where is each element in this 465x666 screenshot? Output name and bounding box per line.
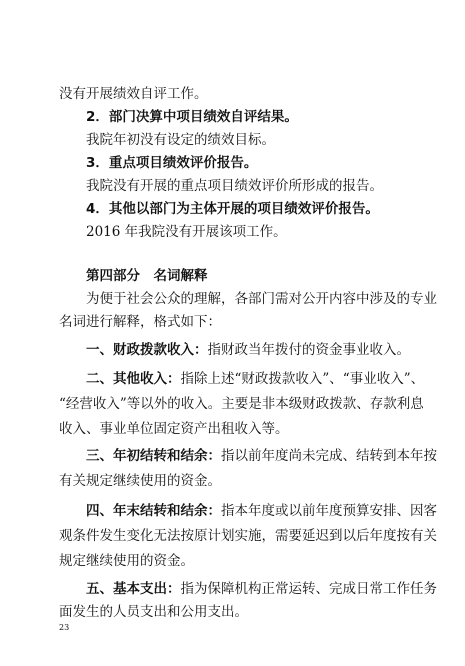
term-5	[86, 580, 437, 598]
page-number: 23	[59, 623, 70, 632]
term-label: 四、年末结转和结余：	[86, 503, 221, 519]
term-1	[86, 341, 410, 359]
subheading-4: 4．其他以部门为主体开展的项目绩效评价报告。	[86, 201, 379, 217]
subheading-2: 2．部门决算中项目绩效自评结果。	[86, 109, 298, 125]
term-label: 三、年初结转和结余：	[86, 448, 221, 464]
term-definition: 指为保障机构正常运转、完成日常工作任务	[180, 581, 437, 597]
text-line: 名词进行解释，格式如下：	[59, 314, 221, 330]
term-3	[86, 447, 437, 465]
term-definition: 指除上述“财政拨款收入”、“事业收入”、	[180, 371, 425, 387]
text-line: 有关规定继续使用的资金。	[59, 473, 221, 489]
text-line: 观条件发生变化无法按原计划实施，需要延迟到以后年度按有关	[59, 528, 437, 544]
term-definition: 指本年度或以前年度预算安排、因客	[221, 503, 437, 519]
text-line: 为便于社会公众的理解，各部门需对公开内容中涉及的专业	[86, 291, 437, 307]
term-label: 二、其他收入：	[86, 371, 181, 387]
term-definition: 指财政当年拨付的资金事业收入。	[207, 342, 410, 358]
term-definition: 指以前年度尚未完成、结转到本年按	[221, 448, 437, 464]
text-line: 面发生的人员支出和公用支出。	[59, 604, 248, 620]
text-line: 2016 年我院没有开展该项工作。	[86, 224, 287, 240]
text-line: 规定继续使用的资金。	[59, 553, 194, 569]
subheading-3: 3．重点项目绩效评价报告。	[86, 155, 258, 171]
term-2	[86, 370, 425, 388]
text-line: 我院没有开展的重点项目绩效评价所形成的报告。	[86, 178, 383, 194]
section-title: 第四部分 名词解释	[86, 268, 208, 284]
term-label: 一、财政拨款收入：	[86, 342, 208, 358]
term-4	[86, 502, 437, 520]
term-label: 五、基本支出：	[86, 581, 181, 597]
text-line: 我院年初没有设定的绩效目标。	[86, 132, 275, 148]
text-line: “经营收入”等以外的收入。主要是非本级财政拨款、存款利息	[59, 396, 424, 412]
text-line: 没有开展绩效自评工作。	[59, 86, 208, 102]
text-line: 收入、事业单位固定资产出租收入等。	[59, 421, 289, 437]
